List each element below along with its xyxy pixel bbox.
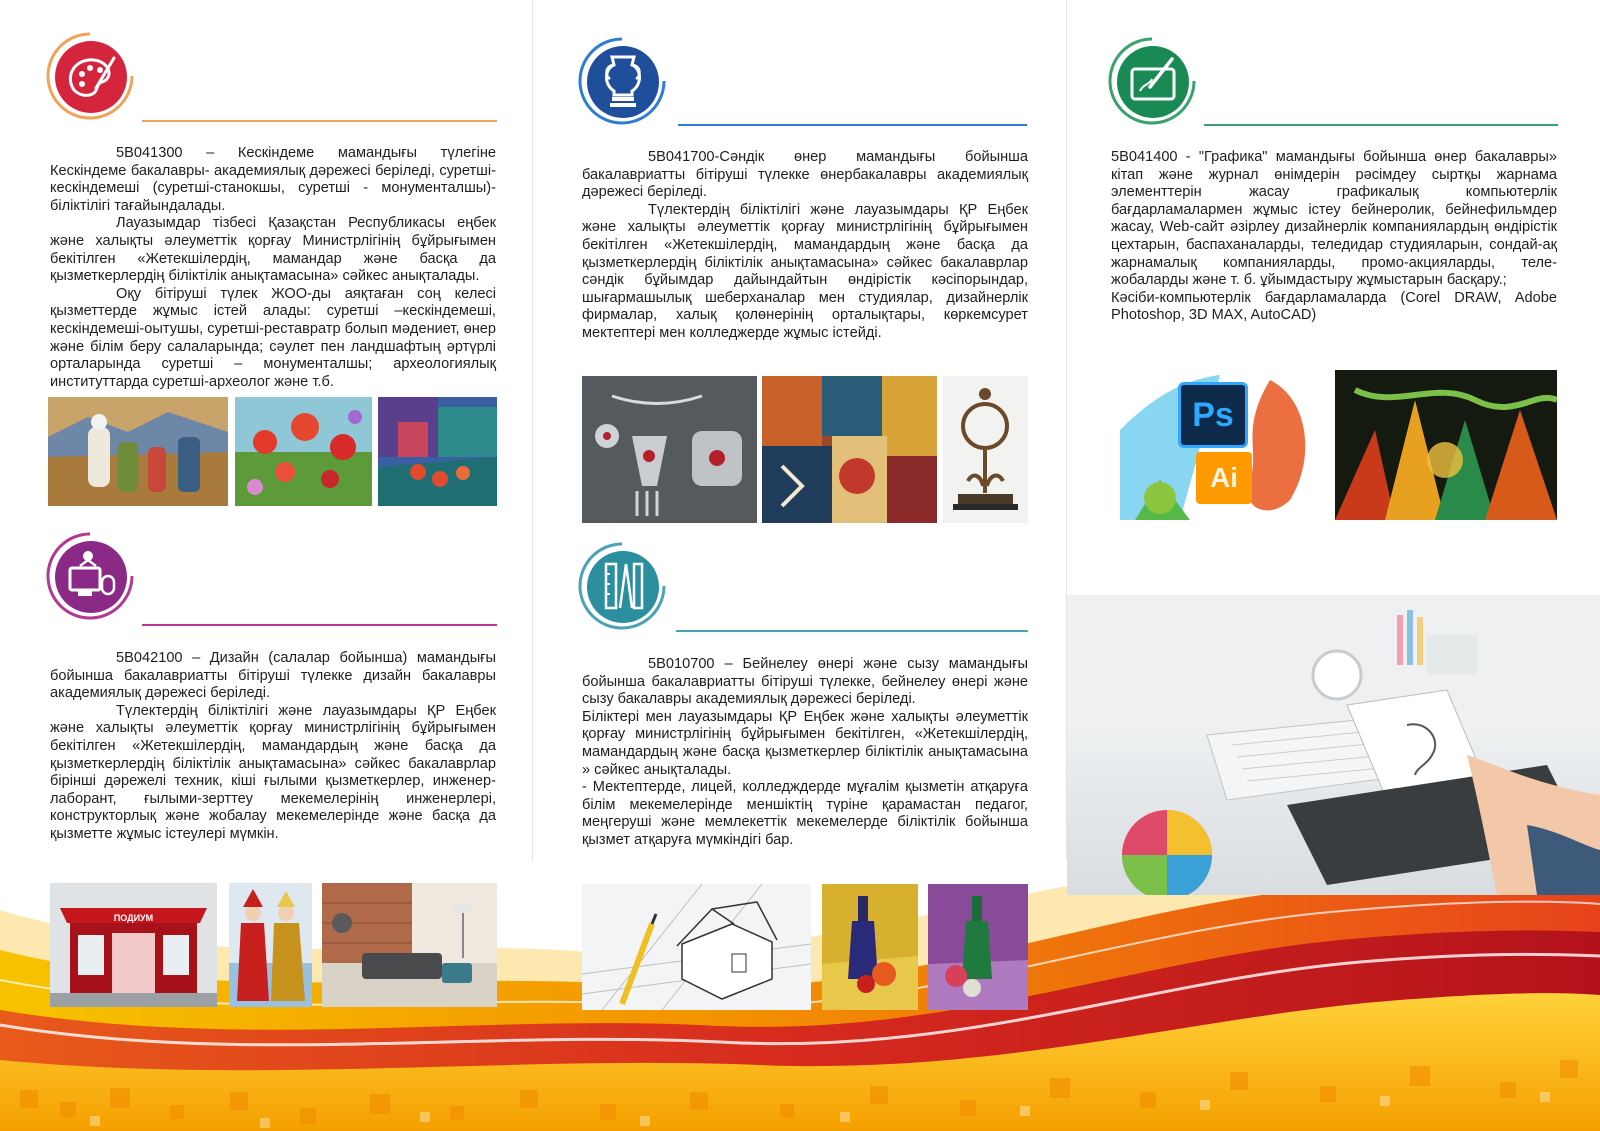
section-body-text [1111,149,1557,325]
column-divider [532,0,533,860]
painting-still-life-image [378,397,497,506]
paragraph: Кәсіби-компьютерлік бағдарламаларда (Corel DRAW, Adobe Photoshop, 3D MAX, AutoCAD) [1111,289,1557,324]
paragraph: Лауазымдар тізбесі Қазақстан Республикасы еңбек және халықты әлеуметтік қорғау Министрлігінің бұйрығымен бекітілген «Жетекшілердің, мамандар және басқа да қызметкерлердің біліктілік анықтамасына» сәйкес анықталады. [50,215,496,285]
still-life-bottle-yellow-image [822,884,918,1010]
title-underline [676,630,1028,632]
designer-desk-photo [1067,595,1600,895]
photoshop-logo: Ps [1178,382,1248,448]
paragraph: - Мектептерде, лицей, колледждерде мұғалім қызметін атқаруға білім мекемелерінде меншіктің түріне қарамастан педагог, меңгеруші және мемлекеттік мекемелерде біліктілік бойынша қызмет атқаруға мүмкіндігі бар. [582,779,1028,848]
podium-storefront-image [50,883,217,1007]
adobe-software-logos-image [1120,370,1320,520]
drawing-tools-icon [576,540,668,632]
paragraph: 5В042100 – Дизайн (салалар бойынша) мамандығы бойынша бакалавриатты бітіруші түлекке дизайн бакалавры академиялық дәрежесі беріледі. [50,650,496,702]
graphics-tablet-icon [1106,35,1198,127]
digital-abstract-art-image [1335,370,1557,520]
painting-poppies-image [235,397,372,506]
interior-design-image [322,883,497,1007]
title-underline [142,120,497,122]
paragraph: 5В041400 - "Графика" мамандығы бойынша өнер бакалавры» кітап және журнал өнімдерін рәсімдеу сыртқы жарнама элементтерін жасау графикалық компьютерлік бағдарламалармен жұмыс істеу бейнеролик, бейнефильмдер жасау, Web-сайт әзірлеу дизайнерлік компаниялардың өндірістік цехтарын, баспаханаларды, теледидар студияларын, сондай-ақ жарнамалық компанияларды, промо-акцияларды, теле-жобаларды және т. б. ұйымдастыру жұмыстарын басқару.; [1111,149,1557,289]
title-underline [678,124,1027,126]
section-body-text [582,149,1028,343]
still-life-bottle-purple-image [928,884,1028,1010]
title-underline [142,624,497,626]
paragraph: Түлектердің біліктілігі және лауазымдары ҚР Еңбек және халықты әлеуметтік қорғау министрлігінің бұйрығымен бекітілген «Жетекшілердің, мамандардың және басқа да қызметкерлердің біліктілік анықтамасына» сәйкес бакалаврлар бірінші дәрежелі техник, кіші ғылыми қызметкерлер, инженер-лаборант, ғылыми-зерттеу мекемелерінің инженерлері, конструкторлық және жобалау мекемелерінде және басқа да қызметте жұмыс істеулері мүмкін. [50,702,496,842]
bronze-sculpture-image [943,376,1028,523]
paragraph: Біліктері мен лауазымдары ҚР Еңбек және халықты әлеуметтік қорғау министрлігінің бұйрығымен бекітілген, «Жетекшілердің, мамандардың және басқа қызметкерлер біліктілік анықтамасына » сәйкес анықталады. [582,708,1028,778]
felt-ornament-image [762,376,937,523]
house-sketch-image [582,884,811,1010]
paragraph: 5В041700-Сәндік өнер мамандығы бойынша бакалавриатты бітіруші түлекке өнербакалавры академиялық дәрежесі беріледі. [582,149,1028,201]
paragraph: 5В010700 – Бейнелеу өнері және сызу мамандығы бойынша бакалавриатты бітіруші түлекке, бейнелеу өнері және сызу бакалавры академиялық дәрежесі беріледі. [582,656,1028,708]
section-body-text [50,650,496,844]
section-body-text [582,656,1028,850]
silver-jewelry-image [582,376,757,523]
painting-kazakh-figures-image [48,397,228,506]
palette-icon [44,30,136,122]
section-body-text [50,145,496,391]
national-costume-image [229,883,312,1007]
paragraph: Түлектердің біліктілігі және лауазымдары ҚР Еңбек және халықты әлеуметтік қорғау министрлігінің бұйрығымен бекітілген «Жетекшілердің, мамандардың және басқа да қызметкерлердің біліктілік анықтамасына» сәйкес бакалаврлар сәндік бұйымдар дайындайтын өндірістік кәсіпорындар, шығармашылық шеберханалар мен студиялар, дизайнерлік фирмалар, халық қолөнерінің орталықтары, көркемсурет мектептері мен колледжерде жұмыс істейді. [582,201,1028,341]
paragraph: 5В041300 – Кескіндеме мамандығы түлегіне Кескіндеме бакалавры- академиялық дәрежесі беріледі, суретші-кескіндемеші (суретші-станокшы, суретші - монументалшы)- біліктілігі тағайындалады. [50,145,496,214]
podium-sign-text: ПОДИУМ [113,913,154,923]
designer-workstation-icon [44,530,136,622]
paragraph: Оқу бітіруші түлек ЖОО-ды аяқтаған соң келесі қызметтерде жұмыс істей алады: суретші –кескіндемеші, кескіндемеші-оытушы, суретші-реставратр болып мәдениет, өнер және білім беру салаларында; сәулет пен ландшафтың әртүрлі орталарында суретші – монументалшы; археологиялық институттарда суретші-археолог және т.б. [50,285,496,390]
amphora-icon [576,35,668,127]
illustrator-logo: Ai [1196,452,1252,504]
title-underline [1204,124,1558,126]
